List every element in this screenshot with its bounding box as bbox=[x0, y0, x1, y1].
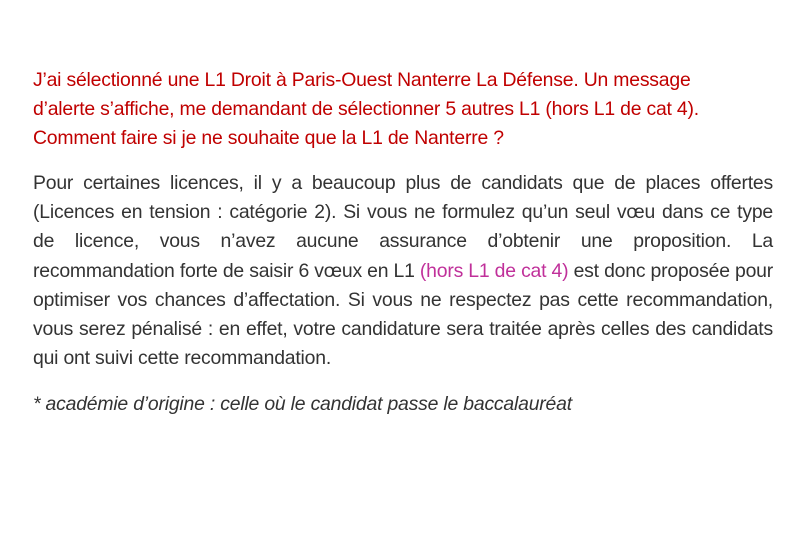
answer-highlight: (hors L1 de cat 4) bbox=[419, 259, 569, 282]
answer-text-after: est donc proposée pour optimiser vos chances d’affectation. Si vous ne respectez pas cette recommandation, vous serez pénalisé : en effet, votre candidature sera traitée après celles des candidats qui ont suivi cette recommandation. bbox=[33, 259, 774, 370]
answer-text-before: Pour certaines licences, il y a beaucoup plus de candidats que de places offertes (Licences en tension : catégorie 2). Si vous ne formulez qu’un seul vœu dans ce type de licence, vous n’avez aucune assurance d’obtenir une proposition. La recommandation forte de saisir 6 vœux en L1 bbox=[33, 172, 773, 282]
question-line-2: d’alerte s’affiche, me demandant de sélectionner 5 autres L1 (hors L1 de cat 4). bbox=[33, 98, 699, 120]
faq-answer bbox=[33, 169, 773, 373]
footnote: * académie d’origine : celle où le candidat passe le baccalauréat bbox=[33, 393, 572, 415]
faq-question bbox=[33, 66, 778, 153]
question-line-1: J’ai sélectionné une L1 Droit à Paris-Ouest Nanterre La Défense. Un message bbox=[33, 69, 691, 91]
question-line-3: Comment faire si je ne souhaite que la L1 de Nanterre ? bbox=[33, 127, 504, 149]
